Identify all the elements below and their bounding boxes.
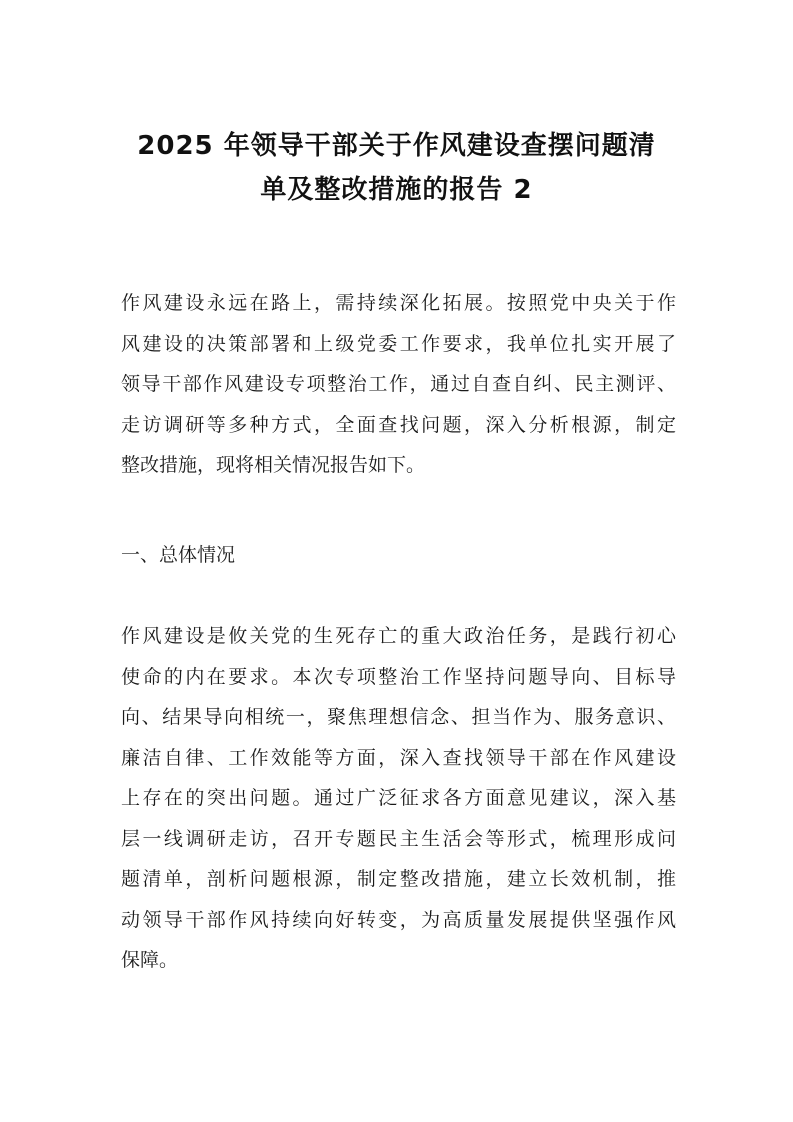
- paragraph-line: 风建设的决策部署和上级党委工作要求，我单位扎实开展了: [121, 332, 676, 355]
- paragraph-line: 作风建设永远在路上，需持续深化拓展。按照党中央关于作: [121, 292, 676, 314]
- paragraph-line: 使命的内在要求。本次专项整治工作坚持问题导向、目标导: [121, 665, 676, 688]
- paragraph-line: 整改措施，现将相关情况报告如下。: [121, 454, 426, 476]
- paragraph-line: 廉洁自律、工作效能等方面，深入查找领导干部在作风建设: [121, 746, 676, 769]
- paragraph-line: 层一线调研走访，召开专题民主生活会等形式，梳理形成问: [121, 827, 676, 850]
- document-title: [100, 124, 693, 212]
- section-heading-text: 一、总体情况: [121, 544, 236, 566]
- title-line: 单及整改措施的报告 2: [260, 175, 533, 205]
- paragraph-line: 向、结果导向相统一，聚焦理想信念、担当作为、服务意识、: [121, 706, 676, 728]
- title-line: 2025 年领导干部关于作风建设查摆问题清: [137, 131, 656, 161]
- paragraph-line: 动领导干部作风持续向好转变，为高质量发展提供坚强作风: [121, 908, 676, 931]
- paragraph-line: 走访调研等多种方式，全面查找问题，深入分析根源，制定: [121, 413, 676, 436]
- paragraph-line: 题清单，剖析问题根源，制定整改措施，建立长效机制，推: [121, 868, 676, 890]
- paragraph-line: 领导干部作风建设专项整治工作，通过自查自纠、民主测评、: [121, 373, 676, 395]
- overview-paragraph: [121, 616, 676, 981]
- intro-paragraph: [121, 283, 676, 486]
- paragraph-line: 保障。: [121, 949, 179, 971]
- section-heading: [121, 535, 676, 576]
- paragraph-line: 作风建设是攸关党的生死存亡的重大政治任务，是践行初心: [121, 625, 676, 647]
- paragraph-line: 上存在的突出问题。通过广泛征求各方面意见建议，深入基: [121, 787, 676, 809]
